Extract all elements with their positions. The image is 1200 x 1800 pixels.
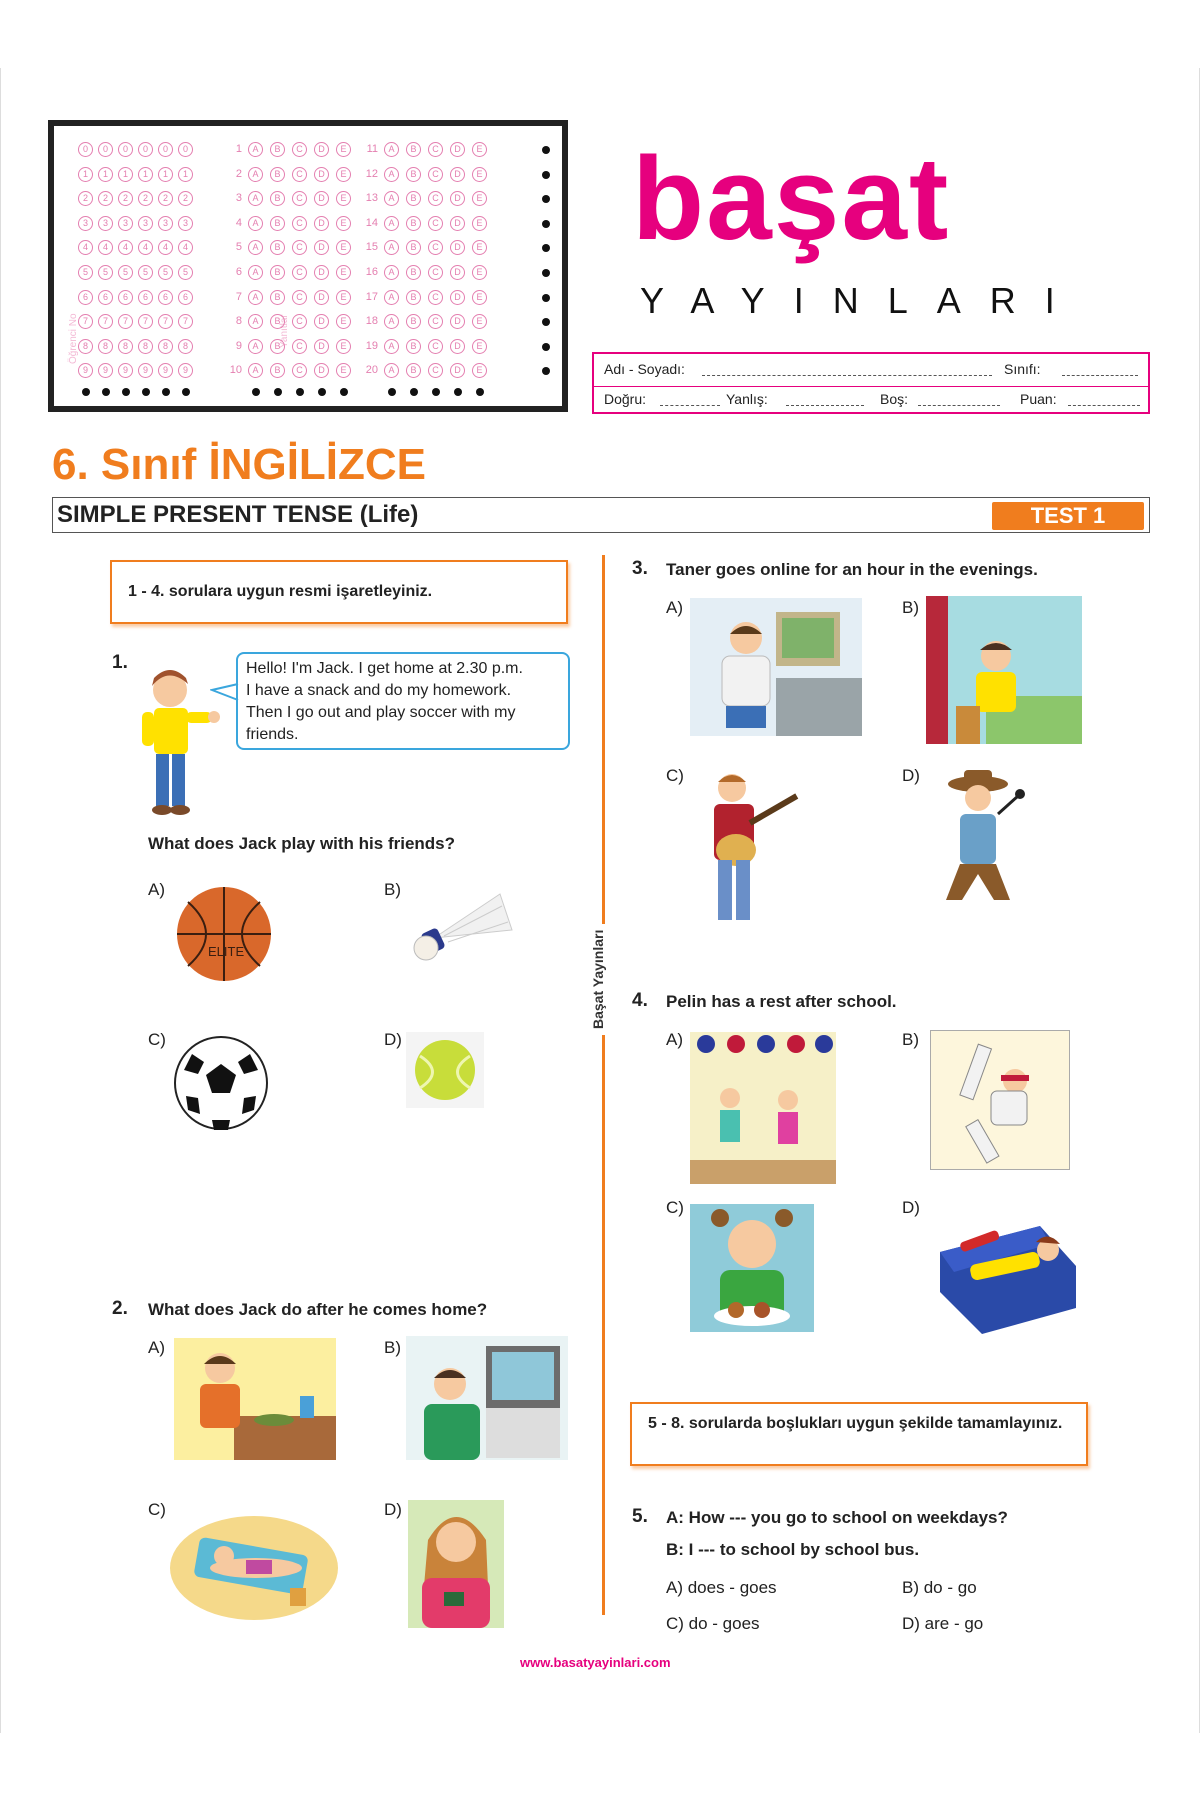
optical-answer-sheet (48, 120, 568, 412)
student-no-bubble[interactable]: 0 (138, 142, 153, 157)
q1-option-d-label[interactable]: D) (384, 1030, 402, 1049)
answer-bubble[interactable]: E (336, 167, 351, 182)
q2-option-d-label[interactable]: D) (384, 1500, 402, 1519)
speech-line-4: friends. (246, 726, 299, 743)
student-no-bubble[interactable]: 9 (78, 363, 93, 378)
answer-bubble[interactable]: B (270, 216, 285, 231)
answer-bubble[interactable]: A (384, 240, 399, 255)
timing-mark (122, 388, 130, 396)
answer-row-number: 20 (365, 364, 378, 377)
timing-mark (542, 367, 550, 375)
answer-bubble[interactable]: A (248, 265, 263, 280)
answer-row-number: 15 (365, 241, 378, 254)
correct-field[interactable] (660, 391, 720, 406)
q3-option-b-label[interactable]: B) (902, 598, 919, 617)
student-no-bubble[interactable]: 8 (118, 339, 133, 354)
answer-bubble[interactable]: C (292, 265, 307, 280)
answer-bubble[interactable]: B (270, 339, 285, 354)
answer-bubble[interactable]: C (428, 265, 443, 280)
answer-bubble[interactable]: C (428, 240, 443, 255)
answer-bubble[interactable]: C (292, 191, 307, 206)
answer-bubble[interactable]: D (314, 240, 329, 255)
q3-option-a-label[interactable]: A) (666, 598, 683, 617)
karate-kick-image[interactable] (930, 1030, 1070, 1170)
answer-row-number: 3 (235, 192, 242, 205)
answer-bubble[interactable]: B (270, 363, 285, 378)
answer-bubble[interactable]: D (314, 191, 329, 206)
timing-mark (476, 388, 484, 396)
instruction-2-text: 5 - 8. sorularda boşlukları uygun şekilde tamamlayınız. (648, 1415, 1063, 1432)
student-no-bubble[interactable]: 5 (98, 265, 113, 280)
student-no-bubble[interactable]: 0 (98, 142, 113, 157)
timing-mark (340, 388, 348, 396)
cowboy-singer-image[interactable] (928, 770, 1038, 930)
answer-bubble[interactable]: A (248, 191, 263, 206)
answer-bubble[interactable]: D (314, 265, 329, 280)
timing-mark (542, 195, 550, 203)
answer-bubble[interactable]: C (292, 339, 307, 354)
score-field[interactable] (1068, 391, 1140, 406)
answer-bubble[interactable]: C (292, 290, 307, 305)
answer-bubble[interactable]: E (472, 265, 487, 280)
student-no-bubble[interactable]: 1 (98, 167, 113, 182)
q3-question: Taner goes online for an hour in the evenings. (666, 560, 1038, 579)
student-no-bubble[interactable]: 6 (178, 290, 193, 305)
q2-option-c-label[interactable]: C) (148, 1500, 166, 1519)
timing-mark (252, 388, 260, 396)
timing-mark (542, 318, 550, 326)
test-badge: TEST 1 (992, 502, 1144, 530)
answer-row-number: 17 (365, 290, 378, 303)
student-no-bubble[interactable]: 4 (78, 240, 93, 255)
page-title: 6. Sınıf İNGİLİZCE (52, 440, 427, 489)
answer-bubble[interactable]: E (472, 314, 487, 329)
student-no-bubble[interactable]: 6 (78, 290, 93, 305)
girl-eating-meal-image[interactable] (690, 1204, 814, 1332)
speech-bubble (236, 652, 570, 750)
answer-bubble[interactable]: B (270, 265, 285, 280)
student-no-bubble[interactable]: 3 (158, 216, 173, 231)
student-no-bubble[interactable]: 9 (118, 363, 133, 378)
student-no-bubble[interactable]: 5 (178, 265, 193, 280)
brand-logo: başat (632, 133, 951, 265)
answer-row-number: 14 (365, 216, 378, 229)
answer-bubble[interactable]: B (270, 142, 285, 157)
answer-bubble[interactable]: D (450, 265, 465, 280)
answer-bubble[interactable]: E (336, 290, 351, 305)
answer-bubble[interactable]: D (450, 167, 465, 182)
answer-bubble[interactable]: E (472, 142, 487, 157)
student-no-bubble[interactable]: 2 (78, 191, 93, 206)
timing-mark (454, 388, 462, 396)
speech-line-1: Hello! I'm Jack. I get home at 2.30 p.m. (246, 660, 523, 677)
student-no-bubble[interactable]: 6 (118, 290, 133, 305)
student-no-bubble[interactable]: 4 (98, 240, 113, 255)
answer-bubble[interactable]: A (384, 191, 399, 206)
student-no-bubble[interactable]: 2 (118, 191, 133, 206)
answer-bubble[interactable]: B (406, 216, 421, 231)
answer-bubble[interactable]: B (270, 167, 285, 182)
answer-bubble[interactable]: D (314, 167, 329, 182)
q2-option-b-label[interactable]: B) (384, 1338, 401, 1357)
soccer-ball-icon[interactable] (172, 1034, 270, 1132)
timing-mark (542, 220, 550, 228)
answer-bubble[interactable]: C (292, 142, 307, 157)
answer-bubble[interactable]: E (472, 363, 487, 378)
answer-bubble[interactable]: D (314, 216, 329, 231)
answer-bubble[interactable]: A (248, 363, 263, 378)
answer-bubble[interactable]: C (428, 216, 443, 231)
answer-bubble[interactable]: A (248, 240, 263, 255)
answer-bubble[interactable]: E (472, 290, 487, 305)
column-divider (602, 555, 605, 1615)
student-no-bubble[interactable]: 7 (138, 314, 153, 329)
student-no-bubble[interactable]: 5 (138, 265, 153, 280)
student-no-bubble[interactable]: 6 (98, 290, 113, 305)
q3-option-c-label[interactable]: C) (666, 766, 684, 785)
answer-bubble[interactable]: A (384, 363, 399, 378)
empty-field[interactable] (918, 391, 1000, 406)
answer-bubble[interactable]: E (336, 265, 351, 280)
student-no-bubble[interactable]: 7 (158, 314, 173, 329)
answer-bubble[interactable]: E (472, 216, 487, 231)
answer-bubble[interactable]: E (336, 240, 351, 255)
answer-bubble[interactable]: A (384, 265, 399, 280)
answer-row-number: 12 (365, 167, 378, 180)
timing-mark (432, 388, 440, 396)
man-playing-guitar-image[interactable] (690, 770, 810, 930)
student-no-bubble[interactable]: 8 (78, 339, 93, 354)
answer-row-number: 2 (235, 167, 242, 180)
answer-bubble[interactable]: C (292, 167, 307, 182)
student-no-bubble[interactable]: 1 (78, 167, 93, 182)
timing-mark (162, 388, 170, 396)
student-info-box (592, 352, 1150, 414)
class-label: Sınıfı: (1004, 361, 1041, 377)
answer-bubble[interactable]: A (384, 142, 399, 157)
girl-holding-phone-image[interactable] (408, 1500, 504, 1628)
student-no-bubble[interactable]: 7 (78, 314, 93, 329)
timing-mark (102, 388, 110, 396)
answer-row-number: 16 (365, 266, 378, 278)
q2-question: What does Jack do after he comes home? (148, 1300, 488, 1319)
answer-bubble[interactable]: E (336, 216, 351, 231)
answer-bubble[interactable]: D (450, 216, 465, 231)
score-label: Puan: (1020, 391, 1057, 407)
answer-bubble[interactable]: B (270, 290, 285, 305)
q3-number: 3. (632, 558, 648, 579)
q5-number: 5. (632, 1506, 648, 1527)
answer-bubble[interactable]: E (336, 314, 351, 329)
answer-bubble[interactable]: C (428, 142, 443, 157)
q5-line-a: A: How --- you go to school on weekdays? (666, 1508, 1008, 1527)
student-no-bubble[interactable]: 3 (138, 216, 153, 231)
answer-bubble[interactable]: B (406, 339, 421, 354)
girl-sunbathing-image[interactable] (166, 1506, 340, 1630)
answer-bubble[interactable]: A (248, 339, 263, 354)
q4-option-b-label[interactable]: B) (902, 1030, 919, 1049)
answer-bubble[interactable]: C (292, 240, 307, 255)
answer-bubble[interactable]: A (384, 167, 399, 182)
empty-label: Boş: (880, 391, 909, 407)
q5-option-d[interactable]: D) are - go (902, 1614, 984, 1633)
instruction-box-1 (110, 560, 568, 624)
name-field[interactable] (702, 361, 992, 376)
q1-question: What does Jack play with his friends? (148, 834, 456, 853)
q5-line-b: B: I --- to school by school bus. (666, 1540, 920, 1559)
q3-option-d-label[interactable]: D) (902, 766, 920, 785)
student-no-bubble[interactable]: 4 (178, 240, 193, 255)
basketball-icon[interactable] (174, 884, 274, 984)
q2-number: 2. (112, 1298, 128, 1319)
student-no-bubble[interactable]: 3 (118, 216, 133, 231)
answer-bubble[interactable]: B (270, 240, 285, 255)
answer-row-number: 9 (235, 339, 242, 352)
answer-bubble[interactable]: B (270, 191, 285, 206)
student-no-bubble[interactable]: 8 (98, 339, 113, 354)
timing-mark (296, 388, 304, 396)
answer-bubble[interactable]: D (314, 290, 329, 305)
brand-logo-sub: YAYINLARI (640, 280, 1084, 321)
answer-bubble[interactable]: D (314, 363, 329, 378)
timing-mark (318, 388, 326, 396)
answers-label: Yanıtlar (279, 314, 290, 348)
q5-option-b[interactable]: B) do - go (902, 1578, 977, 1597)
answer-bubble[interactable]: E (336, 142, 351, 157)
student-no-bubble[interactable]: 2 (98, 191, 113, 206)
student-no-bubble[interactable]: 0 (78, 142, 93, 157)
student-no-bubble[interactable]: 2 (138, 191, 153, 206)
instruction-1-text: 1 - 4. sorulara uygun resmi işaretleyiniz. (128, 583, 433, 600)
answer-bubble[interactable]: C (428, 290, 443, 305)
answer-bubble[interactable]: D (314, 339, 329, 354)
answer-bubble[interactable]: B (406, 265, 421, 280)
timing-mark (542, 146, 550, 154)
answer-bubble[interactable]: B (406, 290, 421, 305)
student-no-bubble[interactable]: 7 (178, 314, 193, 329)
student-no-bubble[interactable]: 3 (78, 216, 93, 231)
answer-bubble[interactable]: A (248, 142, 263, 157)
subject-title: SIMPLE PRESENT TENSE (Life) (57, 501, 419, 528)
student-no-bubble[interactable]: 5 (158, 265, 173, 280)
girl-resting-sofa-image[interactable] (930, 1212, 1084, 1336)
answer-bubble[interactable]: A (248, 167, 263, 182)
boy-eating-snack-image[interactable] (174, 1338, 336, 1460)
wrong-label: Yanlış: (726, 391, 768, 407)
student-no-bubble[interactable]: 0 (158, 142, 173, 157)
answer-bubble[interactable]: E (336, 363, 351, 378)
answer-bubble[interactable]: D (314, 314, 329, 329)
brand-vertical: Başat Yayınları (590, 924, 606, 1035)
timing-mark (542, 294, 550, 302)
boy-at-computer-image[interactable] (690, 598, 862, 736)
student-no-bubble[interactable]: 2 (158, 191, 173, 206)
q1-option-a-label[interactable]: A) (148, 880, 165, 899)
student-no-bubble[interactable]: 8 (138, 339, 153, 354)
student-no-bubble[interactable]: 1 (178, 167, 193, 182)
girls-dancing-party-image[interactable] (690, 1032, 836, 1184)
answer-bubble[interactable]: B (406, 191, 421, 206)
answer-row-number: 6 (235, 266, 242, 278)
student-no-bubble[interactable]: 8 (158, 339, 173, 354)
answer-bubble[interactable]: A (248, 314, 263, 329)
student-no-bubble[interactable]: 5 (118, 265, 133, 280)
answer-row-number: 8 (235, 315, 242, 328)
boy-doing-homework-image[interactable] (926, 596, 1082, 744)
answer-bubble[interactable]: B (406, 363, 421, 378)
timing-mark (274, 388, 282, 396)
student-no-bubble[interactable]: 9 (178, 363, 193, 378)
student-no-bubble[interactable]: 2 (178, 191, 193, 206)
timing-mark (542, 343, 550, 351)
name-label: Adı - Soyadı: (604, 361, 685, 377)
student-no-bubble[interactable]: 4 (138, 240, 153, 255)
student-no-bubble[interactable]: 4 (118, 240, 133, 255)
answer-bubble[interactable]: D (450, 314, 465, 329)
answer-bubble[interactable]: A (384, 290, 399, 305)
q4-option-a-label[interactable]: A) (666, 1030, 683, 1049)
timing-mark (410, 388, 418, 396)
answer-bubble[interactable]: D (450, 191, 465, 206)
student-no-bubble[interactable]: 0 (178, 142, 193, 157)
class-field[interactable] (1062, 361, 1138, 376)
answer-bubble[interactable]: C (292, 216, 307, 231)
student-no-bubble[interactable]: 4 (158, 240, 173, 255)
student-no-bubble[interactable]: 6 (158, 290, 173, 305)
answer-bubble[interactable]: A (384, 314, 399, 329)
answer-bubble[interactable]: D (450, 290, 465, 305)
speech-line-3: Then I go out and play soccer with my (246, 704, 516, 721)
answer-row-number: 11 (366, 143, 378, 155)
q4-number: 4. (632, 990, 648, 1011)
student-no-bubble[interactable]: 0 (118, 142, 133, 157)
answer-row-number: 7 (235, 290, 242, 303)
answer-bubble[interactable]: E (472, 240, 487, 255)
q4-question: Pelin has a rest after school. (666, 992, 897, 1011)
student-no-bubble[interactable]: 6 (138, 290, 153, 305)
speech-line-2: I have a snack and do my homework. (246, 682, 512, 699)
timing-mark (182, 388, 190, 396)
q5-option-c[interactable]: C) do - goes (666, 1614, 760, 1633)
student-no-bubble[interactable]: 1 (138, 167, 153, 182)
answer-bubble[interactable]: D (450, 240, 465, 255)
student-no-bubble[interactable]: 9 (98, 363, 113, 378)
answer-bubble[interactable]: C (428, 191, 443, 206)
answer-row-number: 18 (365, 315, 378, 328)
shuttlecock-icon[interactable] (404, 886, 514, 970)
answer-bubble[interactable]: C (292, 314, 307, 329)
student-no-bubble[interactable]: 3 (98, 216, 113, 231)
answer-bubble[interactable]: E (336, 339, 351, 354)
q1-number: 1. (112, 652, 128, 673)
student-no-bubble[interactable]: 3 (178, 216, 193, 231)
answer-bubble[interactable]: D (314, 142, 329, 157)
student-no-bubble[interactable]: 7 (98, 314, 113, 329)
footer-website: www.basatyayinlari.com (520, 1655, 671, 1670)
answer-bubble[interactable]: A (384, 216, 399, 231)
answer-bubble[interactable]: B (406, 167, 421, 182)
q4-option-c-label[interactable]: C) (666, 1198, 684, 1217)
answer-bubble[interactable]: B (406, 314, 421, 329)
q4-option-d-label[interactable]: D) (902, 1198, 920, 1217)
correct-label: Doğru: (604, 391, 647, 407)
answer-bubble[interactable]: E (472, 167, 487, 182)
student-no-bubble[interactable]: 1 (118, 167, 133, 182)
answer-row-number: 4 (235, 216, 242, 229)
wrong-field[interactable] (786, 391, 864, 406)
answer-row-number: 10 (229, 364, 242, 377)
answer-bubble[interactable]: A (248, 216, 263, 231)
student-no-bubble[interactable]: 9 (158, 363, 173, 378)
answer-bubble[interactable]: E (336, 191, 351, 206)
answer-bubble[interactable]: A (248, 290, 263, 305)
answer-bubble[interactable]: B (406, 142, 421, 157)
answer-bubble[interactable]: D (450, 142, 465, 157)
q1-option-b-label[interactable]: B) (384, 880, 401, 899)
answer-row-number: 19 (365, 339, 378, 352)
student-no-label: Öğrenci No (68, 313, 79, 364)
answer-bubble[interactable]: E (472, 191, 487, 206)
boy-watching-tv-image[interactable] (406, 1336, 568, 1460)
student-no-bubble[interactable]: 8 (178, 339, 193, 354)
subject-bar (52, 497, 1150, 533)
student-no-bubble[interactable]: 5 (78, 265, 93, 280)
timing-mark (542, 244, 550, 252)
timing-mark (142, 388, 150, 396)
answer-bubble[interactable]: B (270, 314, 285, 329)
timing-mark (82, 388, 90, 396)
answer-row-number: 1 (235, 143, 242, 155)
answer-bubble[interactable]: C (428, 167, 443, 182)
timing-mark (542, 269, 550, 277)
student-no-bubble[interactable]: 7 (118, 314, 133, 329)
tennis-ball-image[interactable] (406, 1032, 484, 1108)
answer-bubble[interactable]: D (450, 339, 465, 354)
q1-option-c-label[interactable]: C) (148, 1030, 166, 1049)
answer-bubble[interactable]: C (428, 339, 443, 354)
q5-option-a[interactable]: A) does - goes (666, 1578, 777, 1597)
answer-row-number: 13 (365, 192, 378, 205)
answer-bubble[interactable]: A (384, 339, 399, 354)
timing-mark (542, 171, 550, 179)
instruction-box-2 (630, 1402, 1088, 1466)
answer-bubble[interactable]: C (428, 363, 443, 378)
answer-bubble[interactable]: E (472, 339, 487, 354)
answer-bubble[interactable]: C (428, 314, 443, 329)
ball-brand-text: ELITE (208, 944, 245, 959)
answer-bubble[interactable]: B (406, 240, 421, 255)
answer-row-number: 5 (235, 241, 242, 254)
q2-option-a-label[interactable]: A) (148, 1338, 165, 1357)
answer-bubble[interactable]: C (292, 363, 307, 378)
answer-bubble[interactable]: D (450, 363, 465, 378)
timing-mark (388, 388, 396, 396)
student-no-bubble[interactable]: 1 (158, 167, 173, 182)
student-no-bubble[interactable]: 9 (138, 363, 153, 378)
